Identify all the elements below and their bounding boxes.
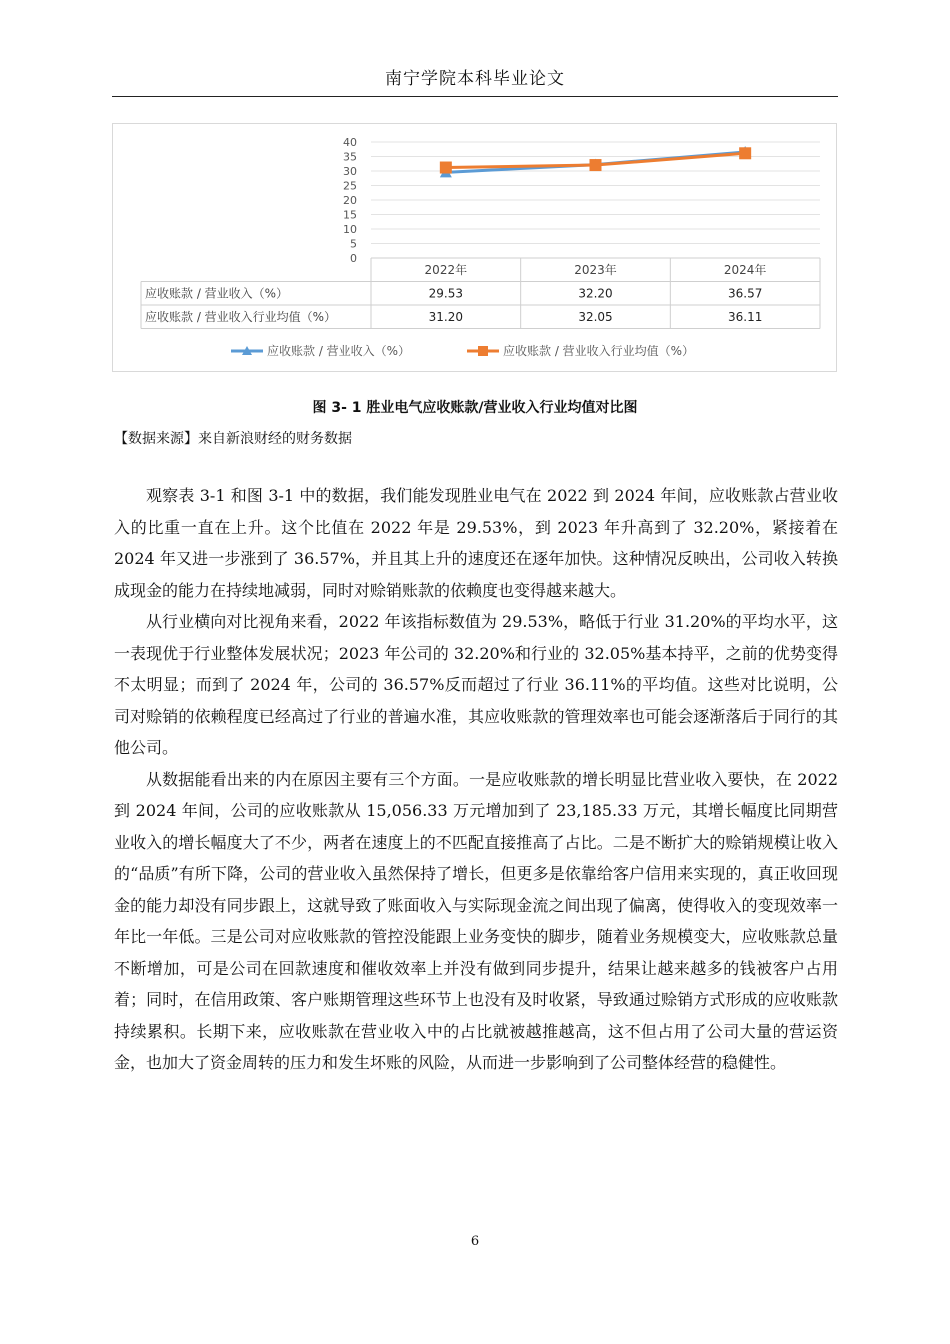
header-rule [112,96,838,97]
y-tick-label: 15 [343,208,357,222]
table-series-label: 应收账款 / 营业收入行业均值（%） [145,310,337,324]
page-number: 6 [470,1234,480,1249]
paragraph-3: 从数据能看出来的内在原因主要有三个方面。一是应收账款的增长明显比营业收入要快，在 2022 到 2024 年间，公司的应收账款从 15,056.33 万元增加到了 23,185.33 万元，其增长幅度比同期营业收入的增长幅度大了不少，两者在速度上的不匹配直接推高了占比。二是不断扩大的赊销规模让收入的“品质”有所下降，公司的营业收入虽然保持了增长，但更多是依靠给客户信用来实现的，真正收回现金的能力却没有同步跟上，这就导致了账面收入与实际现金流之间出现了偏离，使得收入的变现效率一年比一年低。三是公司对应收账款的管控没能跟上业务变快的脚步，随着业务规模变大，应收账款总量不断增加，可是公司在回款速度和催收效率上并没有做到同步提升，结果让越来越多的钱被客户占用着；同时，在信用政策、客户账期管理这些环节上也没有及时收紧，导致通过赊销方式形成的应收账款持续累积。长期下来，应收账款在营业收入中的占比就被越推越高，这不但占用了公司大量的营运资金，也加大了资金周转的压力和发生坏账的风险，从而进一步影响到了公司整体经营的稳健性。 [114,769,838,1072]
y-tick-label: 25 [343,179,357,193]
series-point-square [440,162,452,174]
y-tick-label: 5 [350,237,357,251]
paragraph-1: 观察表 3-1 和图 3-1 中的数据，我们能发现胜业电气在 2022 到 2024 年间，应收账款占营业收入的比重一直在上升。这个比值在 2022 年是 29.53%，到 2023 年升高到了 32.20%，紧接着在 2024 年又进一步涨到了 36.57%，并且其上升的速度还在逐年加快。这种情况反映出，公司收入转换成现金的能力在持续地减弱，同时对赊销账款的依赖度也变得越来越大。 [114,486,838,600]
y-tick-label: 40 [343,136,357,149]
figure-caption: 图 3- 1 胜业电气应收账款/营业收入行业均值对比图 [312,400,638,416]
data-source-note: 【数据来源】来自新浪财经的财务数据 [114,431,352,447]
y-tick-label: 30 [343,165,357,178]
y-tick-label: 10 [343,223,357,236]
y-tick-label: 0 [350,252,357,265]
series-point-square [739,147,751,159]
table-value: 36.57 [727,286,763,301]
table-value: 32.05 [578,310,613,324]
table-value: 36.11 [727,310,763,324]
page-header-title: 南宁学院本科毕业论文 [385,69,565,89]
table-value: 32.20 [578,286,613,301]
line-chart [112,123,837,372]
legend-marker [478,346,488,356]
legend-label: 应收账款 / 营业收入行业均值（%） [503,344,695,358]
x-category-label: 2024年 [723,263,767,277]
x-category-label: 2023年 [574,263,617,277]
table-series-label: 应收账款 / 营业收入（%） [145,286,289,301]
y-tick-label: 20 [343,194,357,207]
legend-label: 应收账款 / 营业收入（%） [267,344,411,358]
table-value: 31.20 [428,310,464,324]
paragraph-2: 从行业横向对比视角来看，2022 年该指标数值为 29.53%，略低于行业 31.20%的平均水平，这一表现优于行业整体发展状况；2023 年公司的 32.20%和行业的 32.05%基本持平，之前的优势变得不太明显；而到了 2024 年，公司的 36.57%反而超过了行业 36.11%的平均值。这些对比说明，公司对赊销的依赖程度已经高过了行业的普遍水准，其应收账款的管理效率也可能会逐渐落后于同行的其他公司。 [114,612,838,757]
y-tick-label: 35 [343,150,357,164]
x-category-label: 2022年 [424,263,468,277]
table-value: 29.53 [428,286,464,301]
chart-svg [113,124,838,373]
body-text [114,480,838,1079]
series-point-square [590,159,602,171]
